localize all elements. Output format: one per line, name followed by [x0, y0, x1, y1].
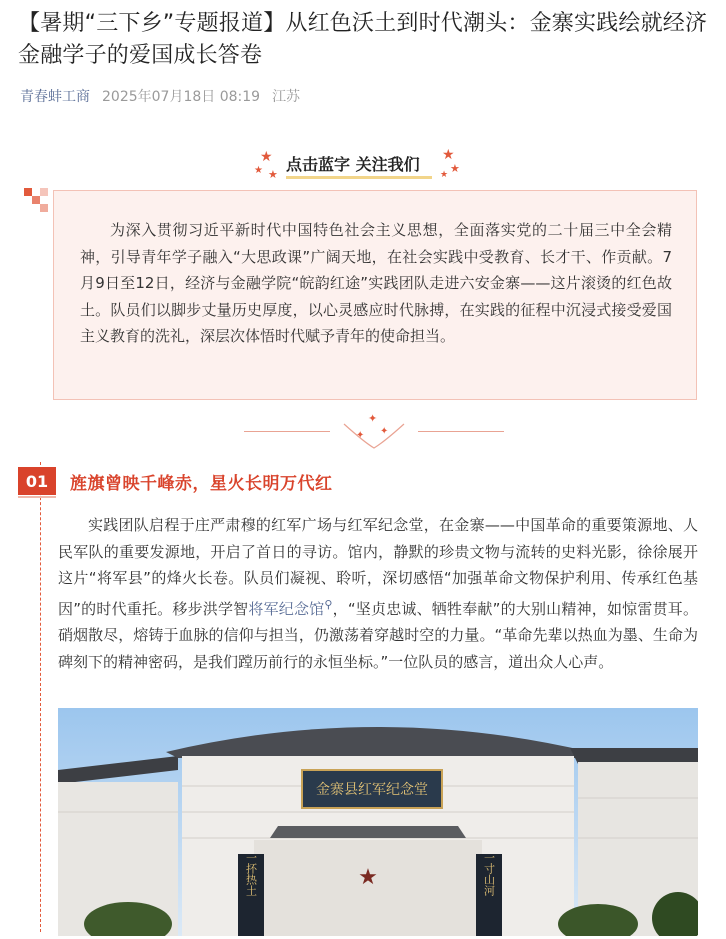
- search-icon[interactable]: ⚲: [324, 597, 333, 611]
- intro-paragraph: 为深入贯彻习近平新时代中国特色社会主义思想，全面落实党的二十届三中全会精神，引导青年学子融入“大思政课”广阔天地，在社会实践中受教育、长才干、作贡献。7月9日至12日，经济与金融学院“皖韵红途”实践团队走进六安金寨——这片滚烫的红色故土。队员们以脚步丈量历史厚度，以心灵感应时代脉搏，在实践的征程中沉浸式接受爱国主义教育的洗礼，深层次体悟时代赋予青年的使命担当。: [80, 221, 672, 345]
- follow-underline: [286, 176, 432, 179]
- section-number-badge: 01: [18, 467, 56, 495]
- publish-location: 江苏: [272, 89, 301, 105]
- right-couplet: 一寸山河: [482, 852, 496, 896]
- firework-icon: [334, 412, 414, 452]
- left-couplet: 一抔热土: [244, 852, 258, 896]
- star-icon: ★: [254, 165, 263, 176]
- star-emblem-icon: ★: [358, 865, 378, 890]
- section-timeline-line: [40, 462, 41, 932]
- section-number-underline: [18, 496, 56, 498]
- article-meta: [20, 86, 300, 106]
- plaque-text: 金寨县红军纪念堂: [316, 782, 428, 798]
- star-icon: ★: [450, 162, 460, 175]
- star-icon: ★: [442, 147, 455, 163]
- follow-us-label[interactable]: 点击蓝字 关注我们: [286, 155, 420, 174]
- paragraph-text: ，“坚贞忠诚、牺牲奉献”的大别山精神，如惊雷贯耳。硝烟散尽，熔铸于血脉的信仰与担当，仍激荡着穿越时空的力量。“革命先辈以热血为墨、生命为碑刻下的精神密码，是我们蹚历前行的永恒坐标。”一位队员的感言，道出众人心声。: [58, 599, 698, 671]
- memorial-hall-illustration: [58, 708, 698, 936]
- section-heading: [18, 466, 333, 496]
- section-divider: [244, 412, 504, 452]
- publish-date: 2025年07月18日 08:19: [102, 89, 261, 105]
- memorial-hall-photo: [58, 708, 698, 936]
- follow-banner[interactable]: [254, 146, 464, 186]
- article-title: 【暑期“三下乡”专题报道】从红色沃土到时代潮头：金寨实践绘就经济金融学子的爱国成长答卷: [18, 11, 708, 68]
- intro-box: [53, 190, 697, 400]
- star-icon: ★: [440, 170, 449, 180]
- section-paragraph: [58, 512, 698, 676]
- svg-text:✦: ✦: [356, 430, 365, 441]
- section-title: 旌旗曾映千峰赤，星火长明万代红: [70, 473, 333, 494]
- search-link[interactable]: 将军纪念馆: [248, 599, 325, 618]
- svg-text:✦: ✦: [368, 412, 378, 425]
- star-icon: ★: [268, 168, 278, 181]
- account-name-link[interactable]: 青春蚌工商: [20, 89, 90, 105]
- svg-text:✦: ✦: [380, 426, 389, 437]
- paragraph-text: 实践团队启程于庄严肃穆的红军广场与红军纪念堂，在金寨——中国革命的重要策源地、人民军队的重要发源地，开启了首日的寻访。馆内，静默的珍贵文物与流转的史料光影，徐徐展开这片“将军县”的烽火长卷。队员们凝视、聆听，深切感悟“加强革命文物保护利用、传承红色基因”的时代重托。移步洪学智: [58, 516, 698, 618]
- star-icon: ★: [260, 149, 273, 165]
